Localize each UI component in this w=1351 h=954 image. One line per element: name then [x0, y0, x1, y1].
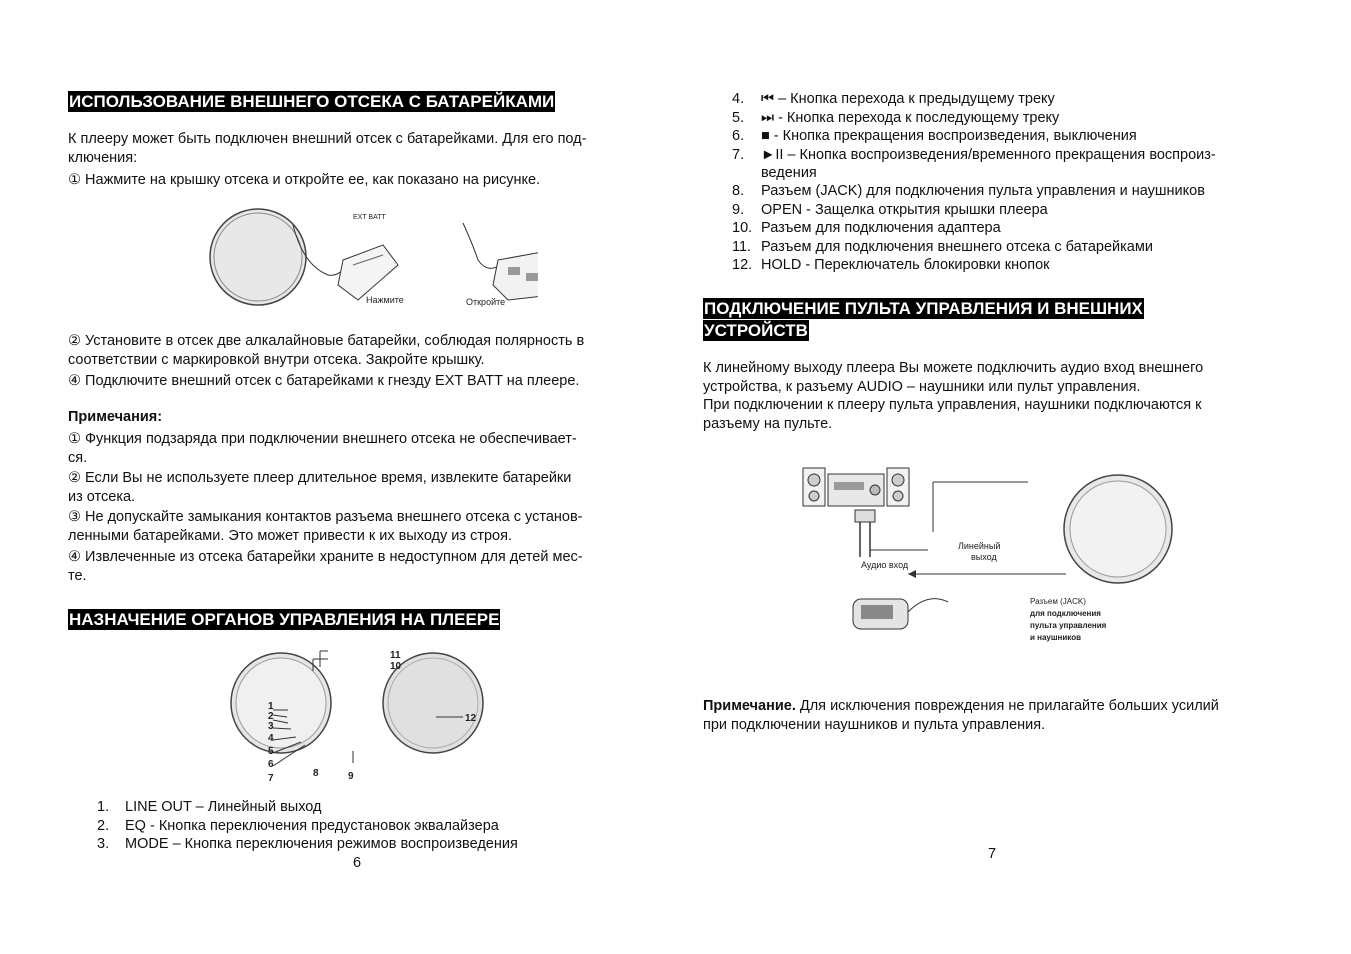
para-line-out: К линейному выходу плеера Вы можете подключить аудио вход внешнего: [703, 360, 1204, 376]
jack-label-3: пульта управления: [1030, 621, 1107, 630]
left-page: [68, 0, 658, 954]
audio-in-label: Аудио вход: [861, 560, 909, 570]
jack-label-4: и наушников: [1030, 633, 1081, 642]
note-text: Для исключения повреждения не прилагайте больших усилий: [795, 698, 1219, 714]
intro-text-cont: ключения:: [68, 150, 138, 166]
step-2-cont: соответствии с маркировкой внутри отсека. Закройте крышку.: [68, 352, 485, 368]
label-2: 2: [268, 711, 274, 722]
list-number: 9.: [732, 202, 745, 218]
list-number: 8.: [732, 183, 745, 199]
note-2-cont: из отсека.: [68, 489, 136, 505]
list-item-cont: ведения: [761, 165, 817, 181]
note-1: ① Функция подзаряда при подключении внешнего отсека не обеспечивает-: [68, 431, 577, 447]
para-remote-cont: разъему на пульте.: [703, 416, 833, 432]
list-item: ■ - Кнопка прекращения воспроизведения, выключения: [761, 128, 1137, 144]
battery-compartment-figure: [208, 205, 538, 315]
open-label: Откройте: [466, 297, 506, 307]
label-7: 7: [268, 773, 274, 784]
list-item: Разъем (JACK) для подключения пульта управления и наушников: [761, 183, 1205, 199]
list-number: 5.: [732, 110, 745, 126]
label-3: 3: [268, 721, 274, 732]
label-4: 4: [268, 733, 274, 744]
step-2: ② Установите в отсек две алкалайновые батарейки, соблюдая полярность в: [68, 333, 585, 349]
page-number: 6: [353, 855, 362, 871]
list-item: ⏮ – Кнопка перехода к предыдущему треку: [761, 91, 1055, 107]
step-4: ④ Подключите внешний отсек с батарейками к гнезду EXT BATT на плеере.: [68, 373, 580, 389]
ext-batt-label: EXT BATT: [353, 214, 386, 221]
jack-label: Разъем (JACK): [1030, 597, 1086, 606]
list-number: 11.: [732, 239, 752, 255]
label-10: 10: [390, 661, 402, 672]
list-number: 12.: [732, 257, 753, 273]
list-item: Разъем для подключения внешнего отсека с батарейками: [761, 239, 1153, 255]
intro-text: К плееру может быть подключен внешний отсек с батарейками. Для его под-: [68, 131, 587, 147]
note-3: ③ Не допускайте замыкания контактов разъема внешнего отсека с установ-: [68, 509, 583, 525]
note-2: ② Если Вы не используете плеер длительное время, извлеките батарейки: [68, 470, 572, 486]
note-title: Примечание.: [703, 698, 796, 714]
press-label: Нажмите: [366, 295, 404, 305]
list-number: 7.: [732, 147, 745, 163]
list-item: ►II – Кнопка воспроизведения/временного прекращения воспроиз-: [761, 147, 1216, 163]
list-item: Разъем для подключения адаптера: [761, 220, 1001, 236]
note-3-cont: ленными батарейками. Это может привести к их выходу из строя.: [68, 528, 512, 544]
list-item: ⏭ - Кнопка перехода к последующему треку: [761, 110, 1060, 126]
list-item: LINE OUT – Линейный выход: [125, 799, 322, 815]
connection-diagram: [798, 462, 1188, 652]
heading-remote-connection-cont: УСТРОЙСТВ: [704, 321, 808, 340]
list-number: 1.: [97, 799, 110, 815]
list-number: 4.: [732, 91, 745, 107]
note-4-cont: те.: [68, 568, 87, 584]
list-number: 10.: [732, 220, 753, 236]
list-item: OPEN - Защелка открытия крышки плеера: [761, 202, 1048, 218]
para-remote: При подключении к плееру пульта управления, наушники подключаются к: [703, 397, 1202, 413]
note-4: ④ Извлеченные из отсека батарейки храните в недоступном для детей мес-: [68, 549, 583, 565]
list-number: 3.: [97, 836, 110, 852]
note-cont: при подключении наушников и пульта управления.: [703, 717, 1046, 733]
para-line-out-cont: устройства, к разъему AUDIO – наушники или пульт управления.: [703, 379, 1141, 395]
jack-label-2: для подключения: [1030, 609, 1101, 618]
player-controls-figure: [193, 645, 533, 790]
right-page: [703, 0, 1293, 954]
label-12: 12: [465, 713, 477, 724]
label-8: 8: [313, 768, 319, 779]
page-number: 7: [988, 846, 997, 862]
note-1-cont: ся.: [68, 450, 88, 466]
list-item: MODE – Кнопка переключения режимов воспроизведения: [125, 836, 518, 852]
heading-controls: НАЗНАЧЕНИЕ ОРГАНОВ УПРАВЛЕНИЯ НА ПЛЕЕРЕ: [69, 610, 500, 629]
note: [703, 697, 1219, 716]
list-number: 6.: [732, 128, 745, 144]
line-out-label: Линейный: [958, 541, 1001, 551]
list-item: EQ - Кнопка переключения предустановок эквалайзера: [125, 818, 499, 834]
label-11: 11: [390, 650, 401, 661]
label-5: 5: [268, 746, 274, 757]
label-1: 1: [268, 701, 274, 712]
heading-remote-connection: ПОДКЛЮЧЕНИЕ ПУЛЬТА УПРАВЛЕНИЯ И ВНЕШНИХ: [704, 299, 1143, 318]
notes-title: Примечания:: [68, 409, 163, 425]
list-number: 2.: [97, 818, 110, 834]
list-item: HOLD - Переключатель блокировки кнопок: [761, 257, 1050, 273]
heading-battery-compartment: ИСПОЛЬЗОВАНИЕ ВНЕШНЕГО ОТСЕКА С БАТАРЕЙКАМИ: [69, 92, 555, 111]
label-6: 6: [268, 759, 274, 770]
label-9: 9: [348, 771, 354, 782]
step-1: ① Нажмите на крышку отсека и откройте ее, как показано на рисунке.: [68, 172, 541, 188]
line-out-label-cont: выход: [971, 552, 997, 562]
